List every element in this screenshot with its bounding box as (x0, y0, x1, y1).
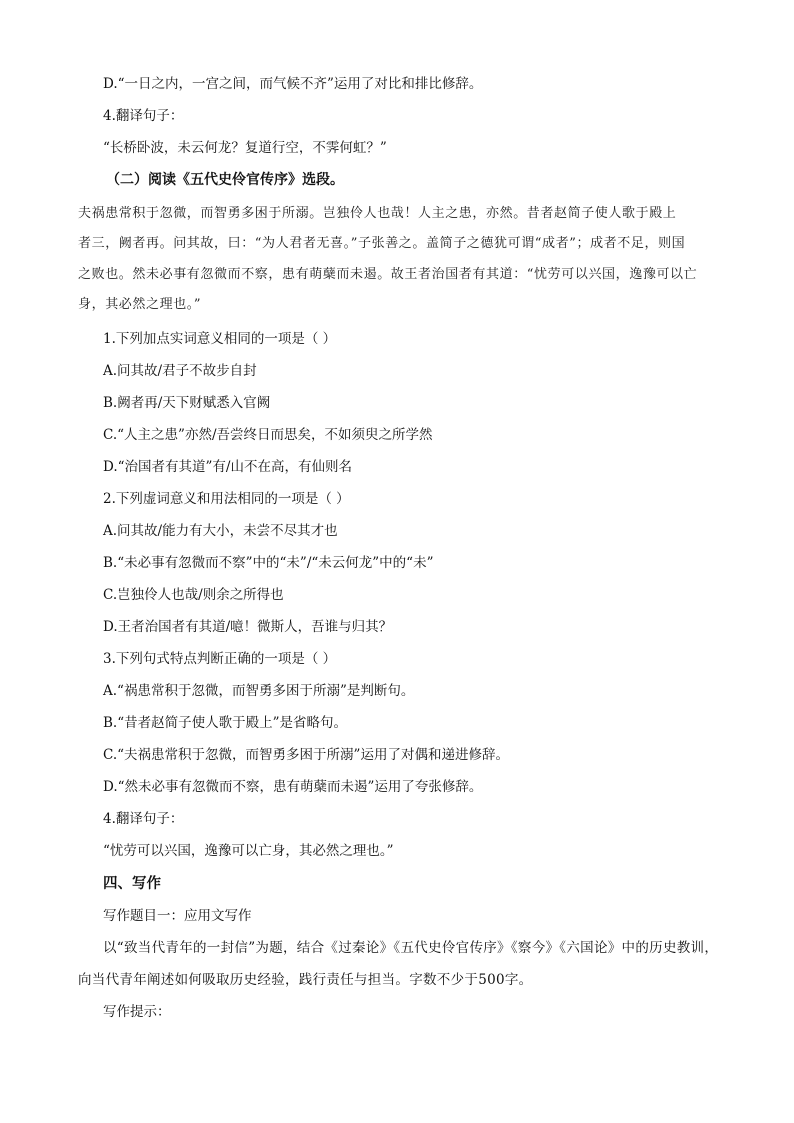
question-option: C.岂独伶人也哉/则余之所得也 (103, 587, 284, 603)
section-heading: 四、写作 (103, 876, 161, 892)
question-stem: 1.下列加点实词意义相同的一项是（ ） (103, 331, 337, 347)
writing-hint: 写作提示： (103, 1004, 171, 1020)
translate-label: 4.翻译句子： (103, 108, 184, 124)
passage-line: 者三，阙者再。问其故，曰：“为人君者无喜。”子张善之。盖简子之德犹可谓“成者”；成者不足，则国 (78, 236, 686, 251)
passage-line: 夫祸患常积于忽微，而智勇多困于所溺。岂独伶人也哉！人主之患，亦然。昔者赵简子使人歌于殿上 (78, 206, 677, 221)
question-stem: 4.翻译句子： (103, 811, 184, 827)
question-option: D.“治国者有其道”有/山不在高，有仙则名 (103, 459, 352, 475)
question-option: B.阙者再/天下财赋悉入官阙 (103, 395, 271, 411)
question-option: D.“然未必事有忽微而不察，患有萌蘖而未遏”运用了夸张修辞。 (103, 779, 483, 795)
question-option: C.“夫祸患常积于忽微，而智勇多困于所溺”运用了对偶和递进修辞。 (103, 747, 509, 763)
question-option: A.问其故/君子不故步自封 (103, 363, 257, 379)
option-d: D.“一日之内，一宫之间，而气候不齐”运用了对比和排比修辞。 (103, 76, 483, 92)
question-option: A.“祸患常积于忽微，而智勇多困于所溺”是判断句。 (103, 683, 415, 699)
passage-line: 之败也。然未必事有忽微而不察，患有萌蘖而未遏。故王者治国者有其道：“忧劳可以兴国，逸豫可以亡 (78, 267, 698, 282)
question-option: D.王者治国者有其道/噫！微斯人，吾谁与归其？ (103, 619, 393, 635)
question-option: A.问其故/能力有大小，未尝不尽其才也 (103, 523, 338, 539)
translate-sentence: “长桥卧波，未云何龙？复道行空，不霁何虹？” (103, 140, 387, 156)
writing-prompt: 以“致当代青年的一封信”为题，结合《过秦论》《五代史伶官传序》《察今》《六国论》中的历史教训， (103, 940, 719, 956)
question-option: B.“昔者赵简子使人歌于殿上”是省略句。 (103, 715, 348, 731)
question-option: B.“未必事有忽微而不察”中的“未”/“未云何龙”中的“未” (103, 555, 434, 571)
translate-sentence: “忧劳可以兴国，逸豫可以亡身，其必然之理也。” (103, 843, 394, 859)
question-option: C.“人主之患”亦然/吾尝终日而思矣，不如须臾之所学然 (103, 427, 433, 443)
question-stem: 3.下列句式特点判断正确的一项是（ ） (103, 651, 337, 667)
writing-prompt: 向当代青年阐述如何吸取历史经验，践行责任与担当。字数不少于500字。 (78, 972, 533, 988)
question-stem: 2.下列虚词意义和用法相同的一项是（ ） (103, 491, 350, 507)
writing-topic: 写作题目一：应用文写作 (103, 908, 252, 924)
passage-line: 身，其必然之理也。” (78, 297, 202, 312)
section-title: （二）阅读《五代史伶官传序》选段。 (106, 172, 344, 188)
